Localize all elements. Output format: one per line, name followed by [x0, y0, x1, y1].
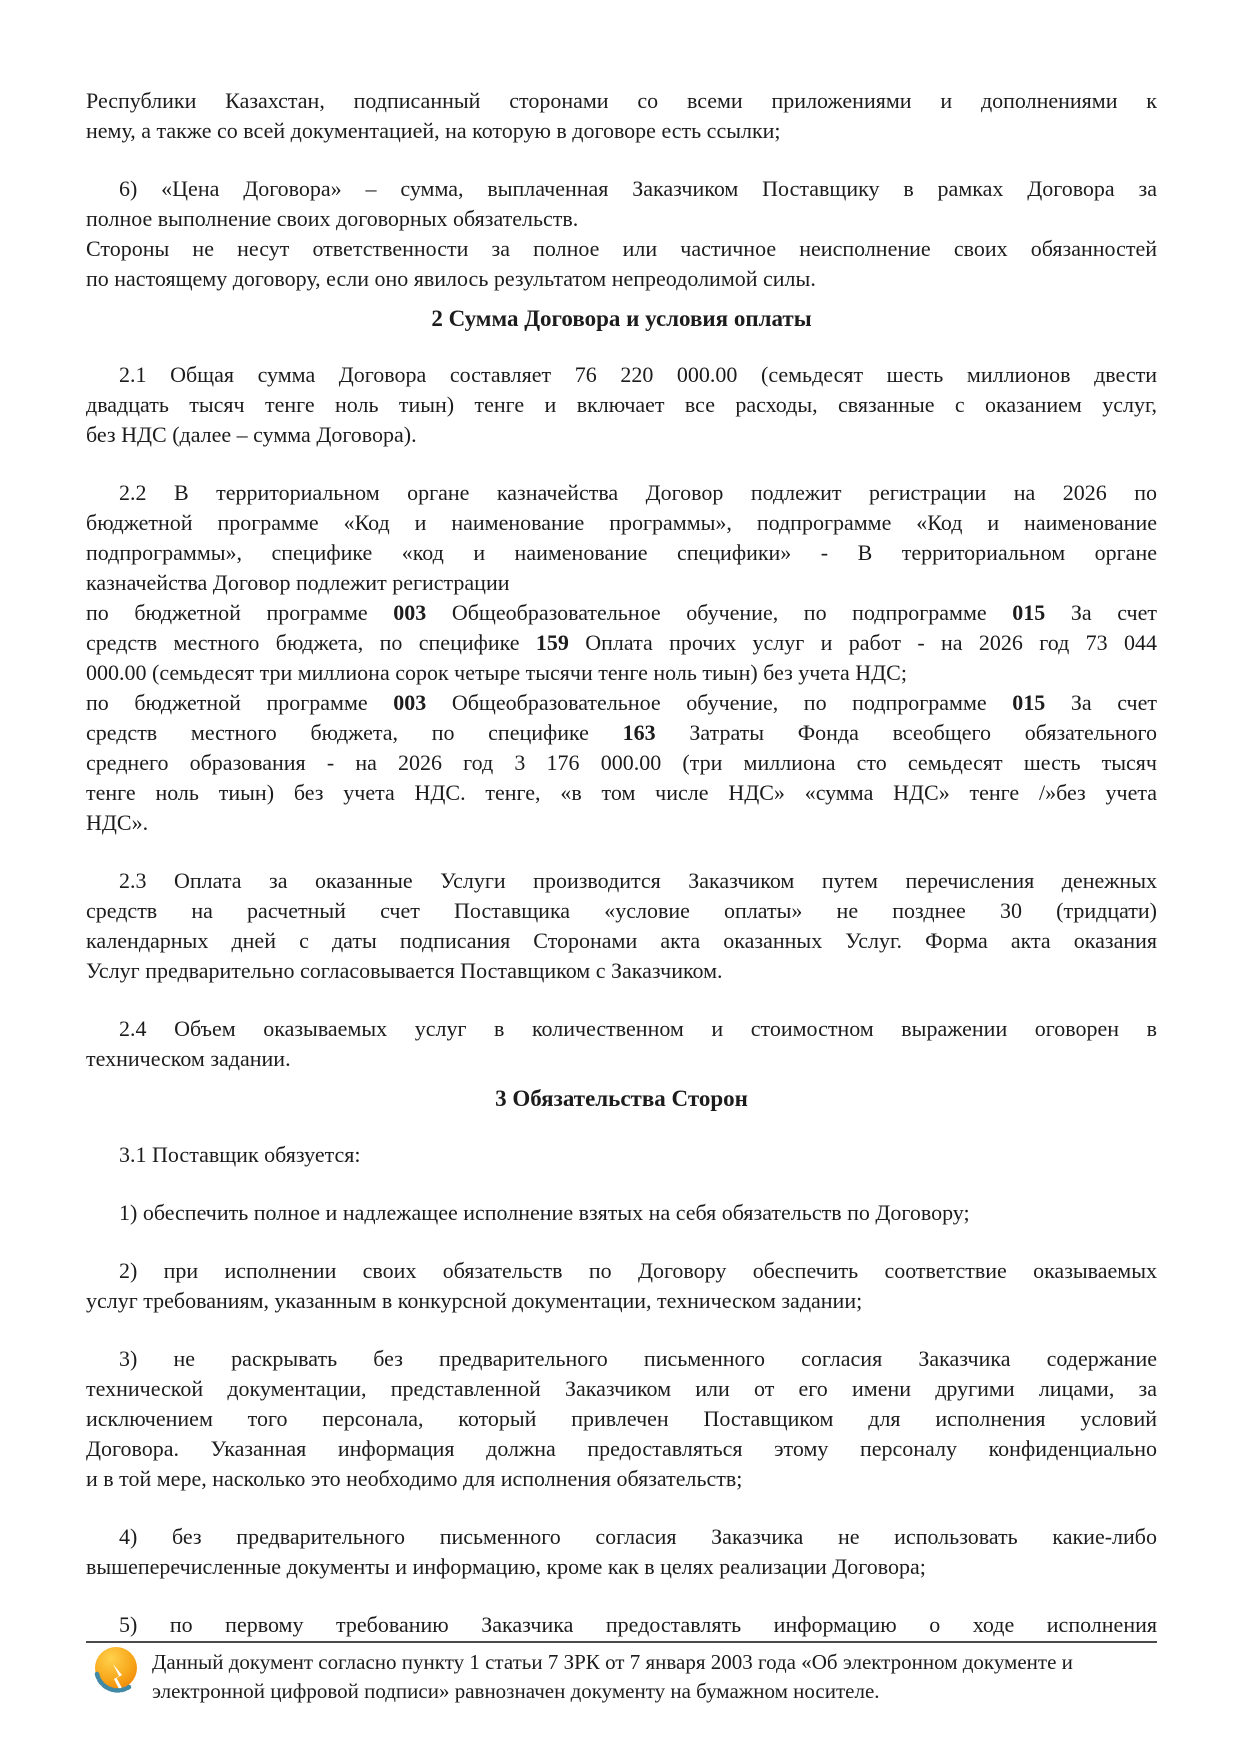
text-line: Республики Казахстан, подписанный сторонами со всеми приложениями и дополнениями к — [86, 88, 1157, 113]
budget-program-code: 003 — [393, 690, 427, 715]
text-line: подпрограммы», специфике «код и наименование специфики» - В территориальном органе — [86, 540, 1157, 565]
paragraph-2-2-budget-program-163 — [86, 688, 1157, 838]
paragraph-continuation — [86, 86, 1157, 146]
budget-program-code: 003 — [393, 600, 427, 625]
paragraph-3-1-supplier-obligations — [86, 1140, 1157, 1170]
text-line: 3.1 Поставщик обязуется: — [119, 1142, 361, 1167]
text-line — [86, 688, 1157, 718]
text-line: 4) без предварительного письменного согласия Заказчика не использовать какие-либо — [119, 1524, 1157, 1549]
text-line: 2.1 Общая сумма Договора составляет 76 220 000.00 (семьдесят шесть миллионов двести — [119, 362, 1157, 387]
text-line: вышеперечисленные документы и информацию, кроме как в целях реализации Договора; — [86, 1554, 926, 1579]
footer-divider — [86, 1641, 1157, 1643]
text-run: За счет — [1045, 690, 1157, 715]
subprogram-code: 015 — [1012, 600, 1046, 625]
paragraph-2-2-budget-program-159 — [86, 598, 1157, 688]
text-line: 6) «Цена Договора» – сумма, выплаченная Заказчиком Поставщику в рамках Договора за — [119, 176, 1157, 201]
footer-legal-note — [92, 1646, 1073, 1706]
paragraph-obligation-1 — [86, 1198, 1157, 1228]
text-line: НДС». — [86, 810, 149, 835]
text-line — [86, 628, 1157, 658]
text-line: техническом задании. — [86, 1046, 291, 1071]
text-line: нему, а также со всей документацией, на которую в договоре есть ссылки; — [86, 118, 781, 143]
text-line: исключением того персонала, который привлечен Поставщиком для исполнения условий — [86, 1406, 1157, 1431]
subprogram-code: 015 — [1012, 690, 1046, 715]
text-run: Общеобразовательное обучение, по подпрограмме — [426, 690, 1013, 715]
paragraph-2-3-payment-terms — [86, 866, 1157, 986]
text-line: 2) при исполнении своих обязательств по Договору обеспечить соответствие оказываемых — [119, 1258, 1157, 1283]
text-line: по настоящему договору, если оно явилось результатом непреодолимой силы. — [86, 266, 816, 291]
text-line: без НДС (далее – сумма Договора). — [86, 422, 417, 447]
text-line: полное выполнение своих договорных обязательств. — [86, 206, 579, 231]
text-line: и в той мере, насколько это необходимо для исполнения обязательств; — [86, 1466, 743, 1491]
paragraph-2-2-treasury-registration — [86, 478, 1157, 598]
text-line: 3) не раскрывать без предварительного письменного согласия Заказчика содержание — [119, 1346, 1157, 1371]
text-line: двадцать тысяч тенге ноль тиын) тенге и включает все расходы, связанные с оказанием услуг, — [86, 392, 1157, 417]
text-line: 5) по первому требованию Заказчика предоставлять информацию о ходе исполнения — [119, 1612, 1157, 1637]
text-line: 2.3 Оплата за оказанные Услуги производится Заказчиком путем перечисления денежных — [119, 868, 1157, 893]
paragraph-2-4-service-volume — [86, 1014, 1157, 1074]
paragraph-2-1-total-sum — [86, 360, 1157, 450]
paragraph-item-6-contract-price — [86, 174, 1157, 234]
text-line: средств на расчетный счет Поставщика «условие оплаты» не позднее 30 (тридцати) — [86, 898, 1157, 923]
text-run: Затраты Фонда всеобщего обязательного — [655, 720, 1157, 745]
text-line: казначейства Договор подлежит регистрации — [86, 570, 510, 595]
goszakup-logo-icon — [92, 1646, 142, 1698]
text-line: технической документации, представленной Заказчиком или от его имени другими лицами, за — [86, 1376, 1157, 1401]
text-run: Оплата прочих услуг и работ - на 2026 год 73 044 — [568, 630, 1157, 655]
text-line: Договора. Указанная информация должна предоставляться этому персоналу конфиденциально — [86, 1436, 1157, 1461]
text-run: по бюджетной программе — [86, 690, 394, 715]
text-run: За счет — [1045, 600, 1157, 625]
text-line: календарных дней с даты подписания Сторонами акта оказанных Услуг. Форма акта оказания — [86, 928, 1157, 953]
text-run: по бюджетной программе — [86, 600, 394, 625]
text-line: услуг требованиям, указанным в конкурсной документации, техническом задании; — [86, 1288, 863, 1313]
paragraph-obligation-3 — [86, 1344, 1157, 1494]
text-line — [86, 718, 1157, 748]
text-line: бюджетной программе «Код и наименование программы», подпрограмме «Код и наименование — [86, 510, 1157, 535]
text-line: Стороны не несут ответственности за полное или частичное неисполнение своих обязанностей — [86, 236, 1157, 261]
specific-code: 163 — [622, 720, 656, 745]
text-run: Общеобразовательное обучение, по подпрограмме — [426, 600, 1013, 625]
contract-text-body — [86, 86, 1157, 1668]
paragraph-obligation-2 — [86, 1256, 1157, 1316]
footer-note-line-1: Данный документ согласно пункту 1 статьи 7 ЗРК от 7 января 2003 года «Об электронном документе и — [152, 1650, 1073, 1674]
paragraph-obligation-4 — [86, 1522, 1157, 1582]
paragraph-obligation-5 — [86, 1610, 1157, 1640]
section-3-heading: 3 Обязательства Сторон — [495, 1086, 748, 1111]
text-line: 000.00 (семьдесят три миллиона сорок четыре тысячи тенге ноль тиын) без учета НДС; — [86, 660, 907, 685]
text-line: тенге ноль тиын) без учета НДС. тенге, «в том числе НДС» «сумма НДС» тенге /»без учета — [86, 780, 1157, 805]
specific-code: 159 — [535, 630, 569, 655]
text-run: средств местного бюджета, по специфике — [86, 720, 623, 745]
footer-note-line-2: электронной цифровой подписи» равнозначен документу на бумажном носителе. — [152, 1679, 880, 1703]
footer-note-text — [152, 1646, 1073, 1706]
text-line: среднего образования - на 2026 год 3 176 000.00 (три миллиона сто семьдесят шесть тысяч — [86, 750, 1157, 775]
text-line: 2.4 Объем оказываемых услуг в количественном и стоимостном выражении оговорен в — [119, 1016, 1157, 1041]
paragraph-force-majeure — [86, 234, 1157, 294]
section-2-heading: 2 Сумма Договора и условия оплаты — [431, 306, 812, 331]
text-line — [86, 598, 1157, 628]
text-line: 1) обеспечить полное и надлежащее исполнение взятых на себя обязательств по Договору; — [119, 1200, 970, 1225]
text-line: 2.2 В территориальном органе казначейства Договор подлежит регистрации на 2026 по — [119, 480, 1157, 505]
text-run: средств местного бюджета, по специфике — [86, 630, 536, 655]
text-line: Услуг предварительно согласовывается Поставщиком с Заказчиком. — [86, 958, 723, 983]
